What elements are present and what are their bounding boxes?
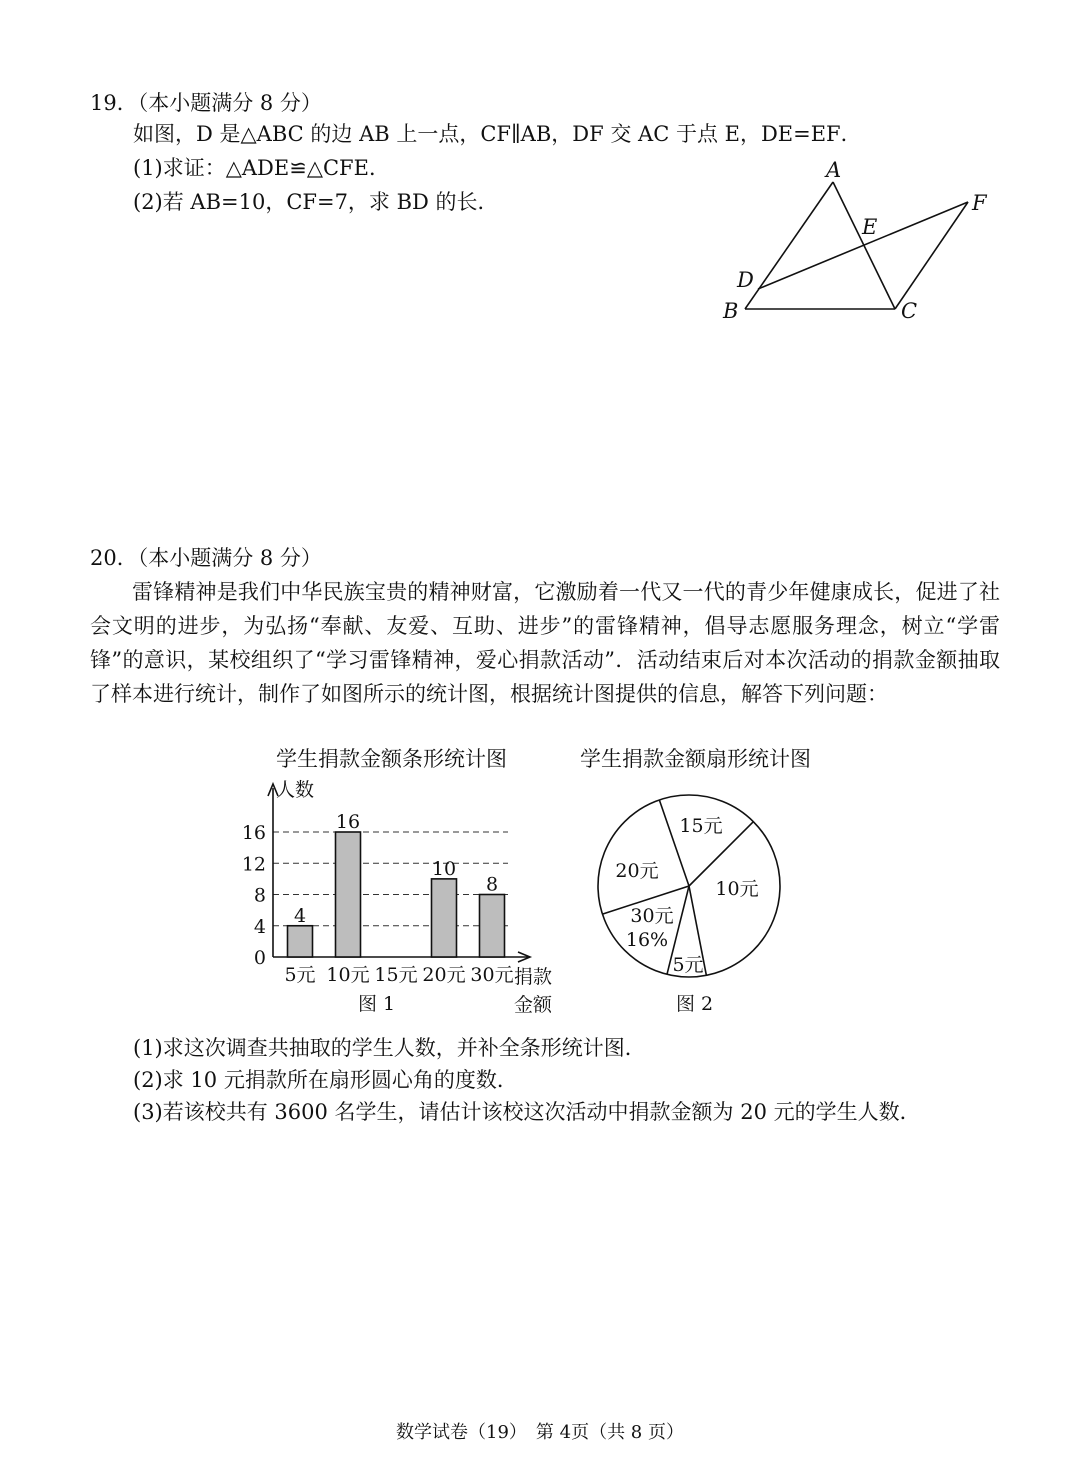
bar-chart-value-label: 8 [485,873,499,896]
bar-chart-value-label: 4 [293,904,307,927]
pie-chart-slice-label: 30元 [630,905,674,927]
label-d: D [737,268,754,292]
segment-ab [745,182,833,309]
pie-chart-caption: 图 2 [676,993,714,1015]
q20-part3: (3)若该校共有 3600 名学生，请估计该校这次活动中捐款金额为 20 元的学生人数． [133,1100,921,1124]
q19-stem: 如图，D 是△ABC 的边 AB 上一点，CF∥AB，DF 交 AC 于点 E，DE=EF． [133,122,862,146]
q19-part2: (2)若 AB=10，CF=7，求 BD 的长． [133,190,499,214]
bar-chart-ylabel: 人数 [276,779,315,801]
label-b: B [723,299,739,323]
bar-chart-bar [432,879,457,957]
figure-lines [745,182,968,309]
pie-chart-slice-percent: 16% [625,929,669,951]
bar-chart-value-label: 10 [431,857,457,880]
bar-chart-title: 学生捐款金额条形统计图 [276,747,507,771]
pie-chart [575,740,860,1025]
label-e: E [862,215,878,239]
q20-part2: (2)求 10 元捐款所在扇形圆心角的度数． [133,1068,518,1092]
bar-chart-ytick: 8 [253,884,266,907]
pie-chart-slice-label: 10元 [715,878,759,900]
label-c: C [901,299,918,323]
pie-chart-slice-boundary [659,800,689,886]
bar-chart-ytick: 12 [241,853,266,876]
bar-chart-bar [336,832,361,957]
q20-paragraph: 雷锋精神是我们中华民族宝贵的精神财富，它激励着一代又一代的青少年健康成长，促进了社会文明的进步，为弘扬“奉献、友爱、互助、进步”的雷锋精神，倡导志愿服务理念，树立“学雷锋”的意识，某校组织了“学习雷锋精神，爱心捐款活动”．活动结束后对本次活动的捐款金额抽取了样本进行统计，制作了如图所示的统计图，根据统计图提供的信息，解答下列问题： [90,580,1000,706]
bar-chart-xlabel-line1: 捐款 [514,966,553,988]
bar-chart-bar [288,926,313,957]
q19-triangle-figure [715,155,1015,330]
pie-chart-title: 学生捐款金额扇形统计图 [580,747,811,771]
pie-chart-slice-label: 5元 [672,954,704,976]
bar-chart-xtick: 30元 [470,964,514,986]
bar-chart-ytick: 4 [253,915,266,938]
bar-chart-xtick: 10元 [326,964,370,986]
q19-number: 19．（本小题满分 8 分） [90,91,322,115]
bar-chart-bar [480,895,505,958]
bar-chart-xlabel-line2: 金额 [514,994,553,1016]
q19-part1: (1)求证：△ADE≌△CFE． [133,156,390,180]
bar-chart-xtick: 5元 [284,964,316,986]
page-footer: 数学试卷（19） 第 4页（共 8 页） [396,1422,684,1443]
bar-chart-value-label: 16 [335,811,361,833]
q20-number: 20．（本小题满分 8 分） [90,546,322,570]
bar-chart [240,740,570,1025]
label-a: A [826,158,842,182]
pie-chart-slice-label: 20元 [615,860,659,882]
segment-cf [895,202,968,309]
pie-chart-slice-label: 15元 [679,815,723,837]
bar-chart-caption: 图 1 [358,993,396,1015]
bar-chart-xtick: 15元 [374,964,418,986]
bar-chart-ytick: 16 [241,822,266,844]
q20-part1: (1)求这次调查共抽取的学生人数，并补全条形统计图． [133,1036,646,1060]
bar-chart-xtick: 20元 [422,964,466,986]
label-f: F [972,191,987,215]
bar-chart-ytick: 0 [253,947,266,969]
